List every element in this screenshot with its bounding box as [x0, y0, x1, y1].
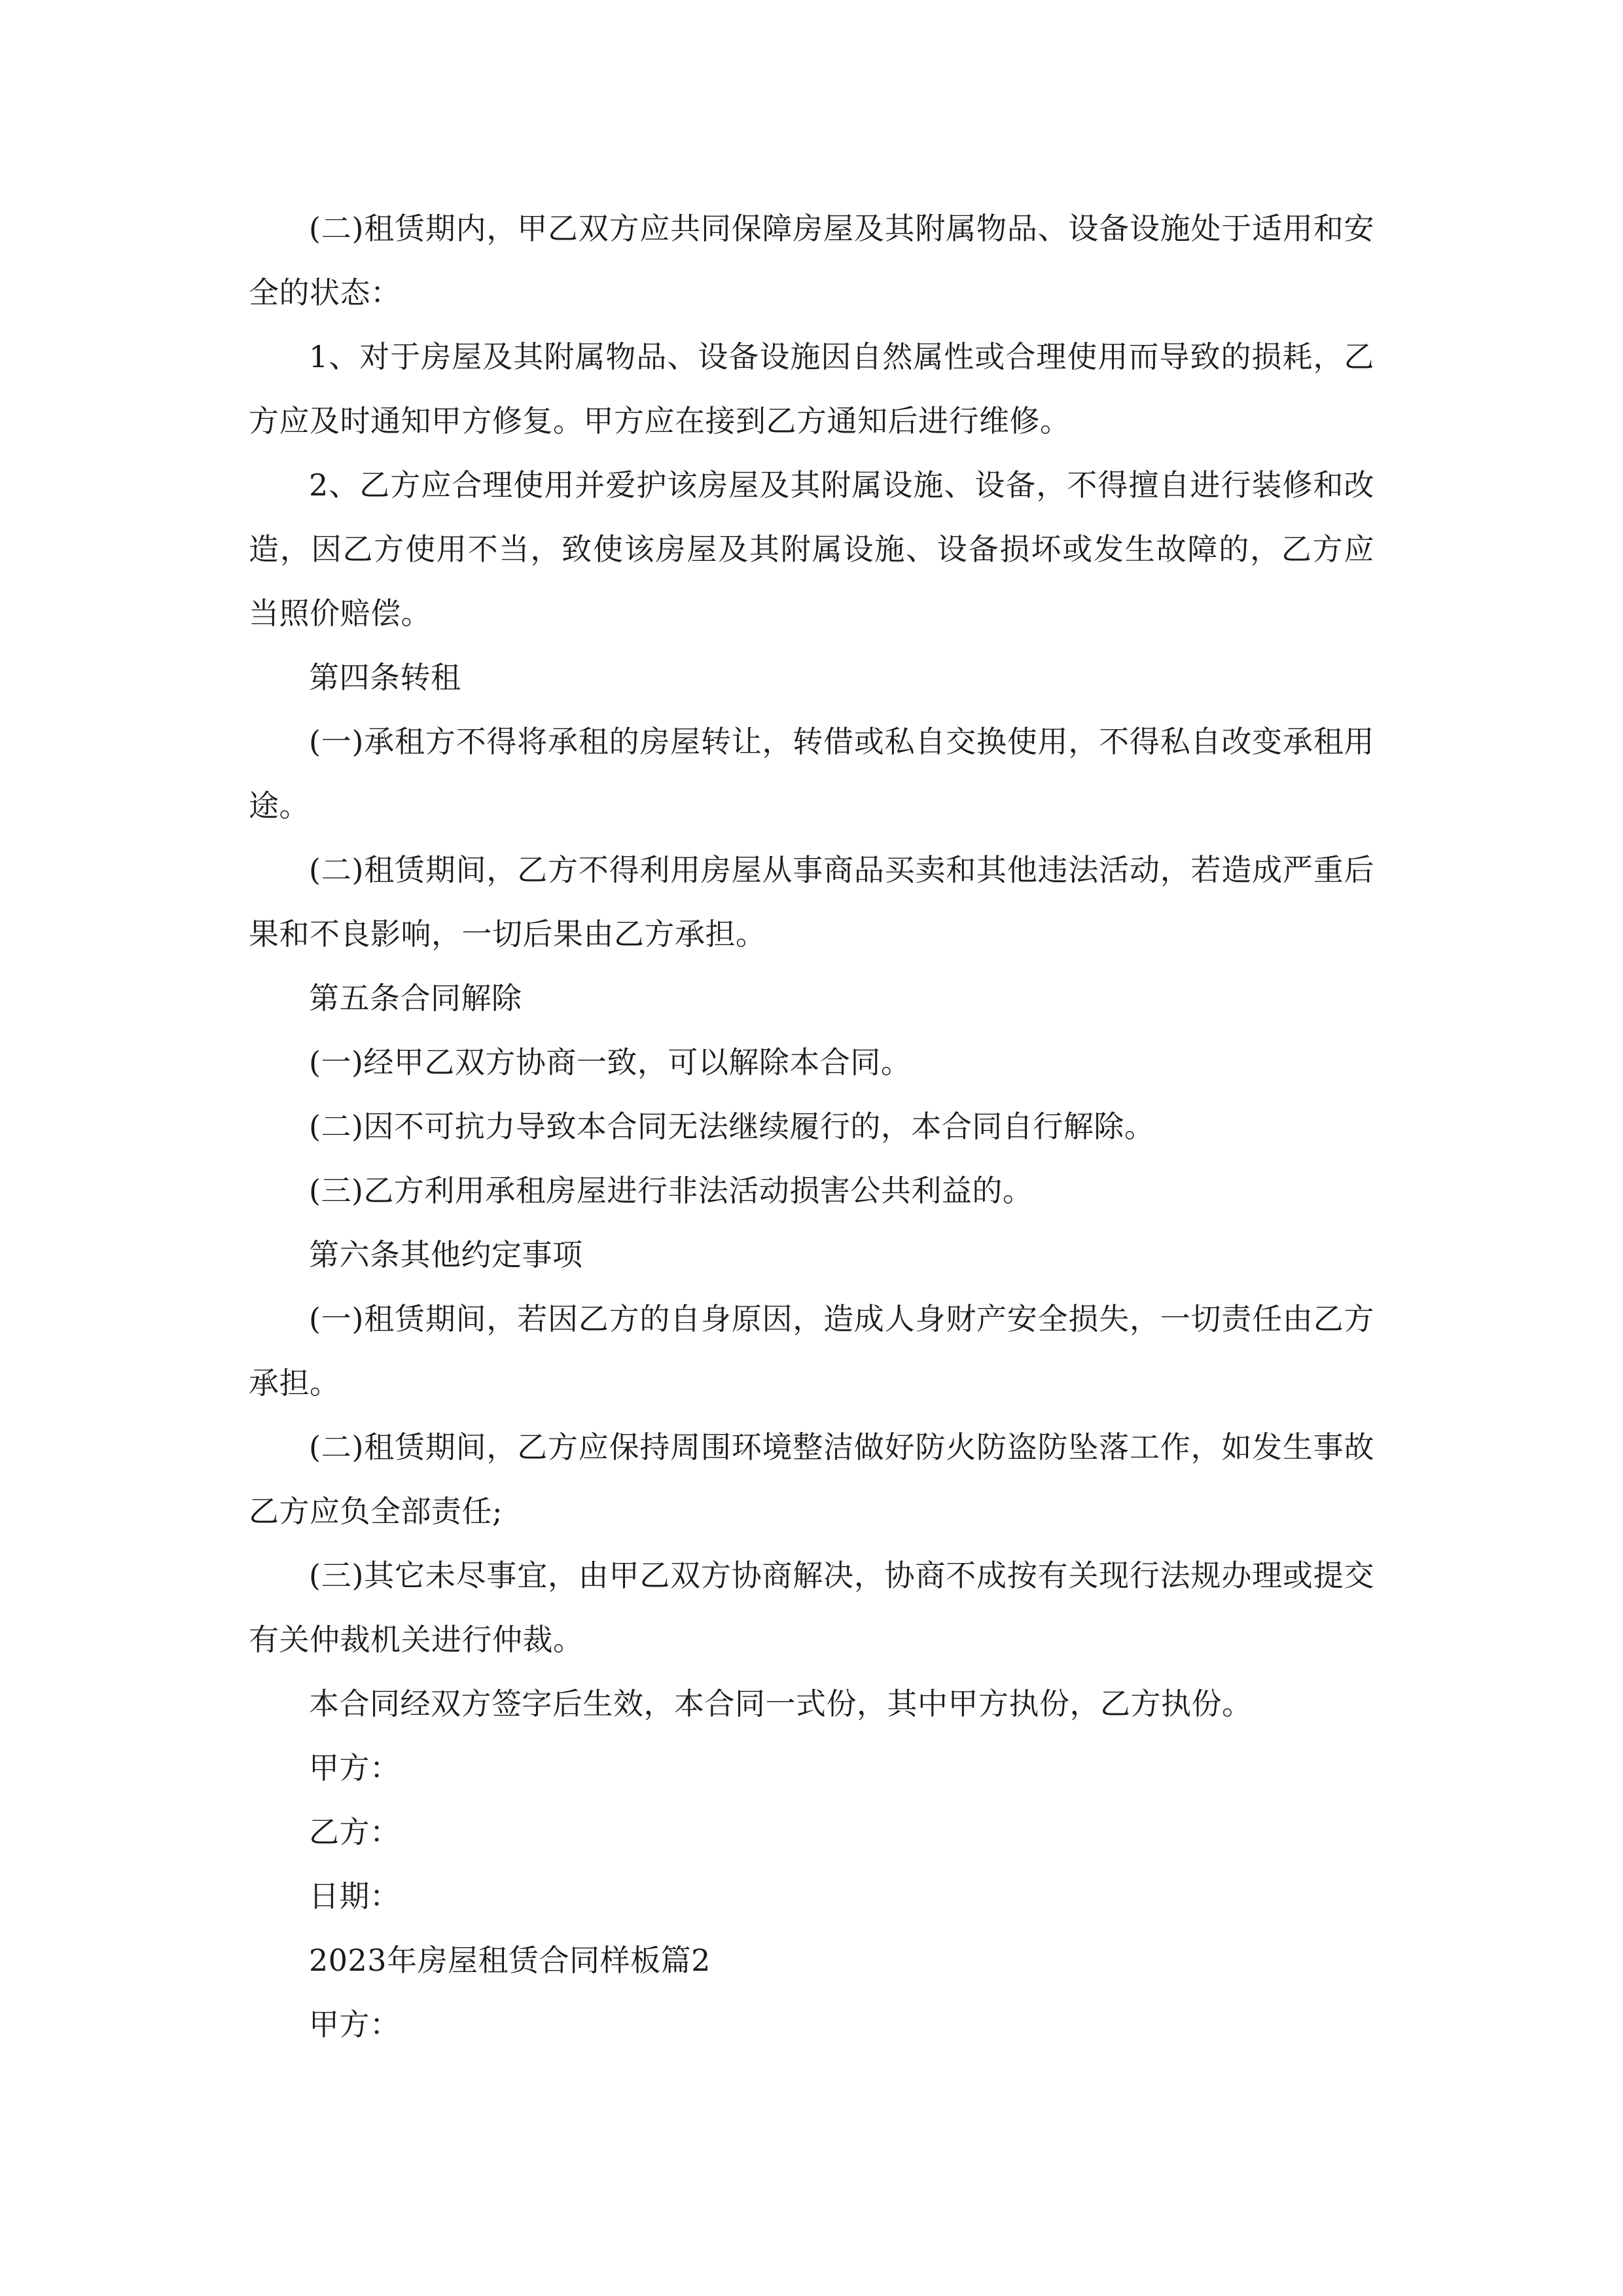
article-6-clause-3: (三)其它未尽事宜，由甲乙双方协商解决，协商不成按有关现行法规办理或提交有关仲裁机关进行仲裁。 [249, 1558, 1374, 1657]
article-6-clause-2: (二)租赁期间，乙方应保持周围环境整洁做好防火防盗防坠落工作，如发生事故乙方应负全部责任; [249, 1429, 1374, 1529]
article-4-heading: 第四条转租 [309, 660, 461, 695]
article-5-clause-1: (一)经甲乙双方协商一致，可以解除本合同。 [309, 1045, 912, 1080]
signature-party-a: 甲方： [309, 1750, 401, 1785]
clause-item-2-proper-use: 2、乙方应合理使用并爱护该房屋及其附属设施、设备，不得擅自进行装修和改造，因乙方使用不当，致使该房屋及其附属设施、设备损坏或发生故障的，乙方应当照价赔偿。 [249, 467, 1374, 631]
document-body [249, 196, 1374, 2056]
article-5-clause-3: (三)乙方利用承租房屋进行非法活动损害公共利益的。 [309, 1173, 1033, 1208]
signature-party-b: 乙方： [309, 1814, 401, 1850]
article-4-clause-2: (二)租赁期间，乙方不得利用房屋从事商品买卖和其他违法活动，若造成严重后果和不良影响，一切后果由乙方承担。 [249, 852, 1374, 952]
signature-date: 日期： [309, 1878, 401, 1914]
article-5-clause-2: (二)因不可抗力导致本合同无法继续履行的，本合同自行解除。 [309, 1109, 1155, 1144]
effectiveness-statement: 本合同经双方签字后生效，本合同一式份，其中甲方执份，乙方执份。 [309, 1686, 1253, 1721]
clause-2-maintenance-intro: (二)租赁期内，甲乙双方应共同保障房屋及其附属物品、设备设施处于适用和安全的状态： [249, 211, 1374, 310]
article-5-heading: 第五条合同解除 [309, 980, 522, 1016]
next-contract-title: 2023年房屋租赁合同样板篇2 [309, 1943, 711, 1978]
article-4-clause-1: (一)承租方不得将承租的房屋转让，转借或私自交换使用，不得私自改变承租用途。 [249, 724, 1374, 823]
next-contract-party-a: 甲方： [309, 2007, 401, 2042]
article-6-heading: 第六条其他约定事项 [309, 1237, 583, 1272]
clause-item-1-wear: 1、对于房屋及其附属物品、设备设施因自然属性或合理使用而导致的损耗，乙方应及时通知甲方修复。甲方应在接到乙方通知后进行维修。 [249, 339, 1374, 439]
article-6-clause-1: (一)租赁期间，若因乙方的自身原因，造成人身财产安全损失，一切责任由乙方承担。 [249, 1301, 1374, 1401]
